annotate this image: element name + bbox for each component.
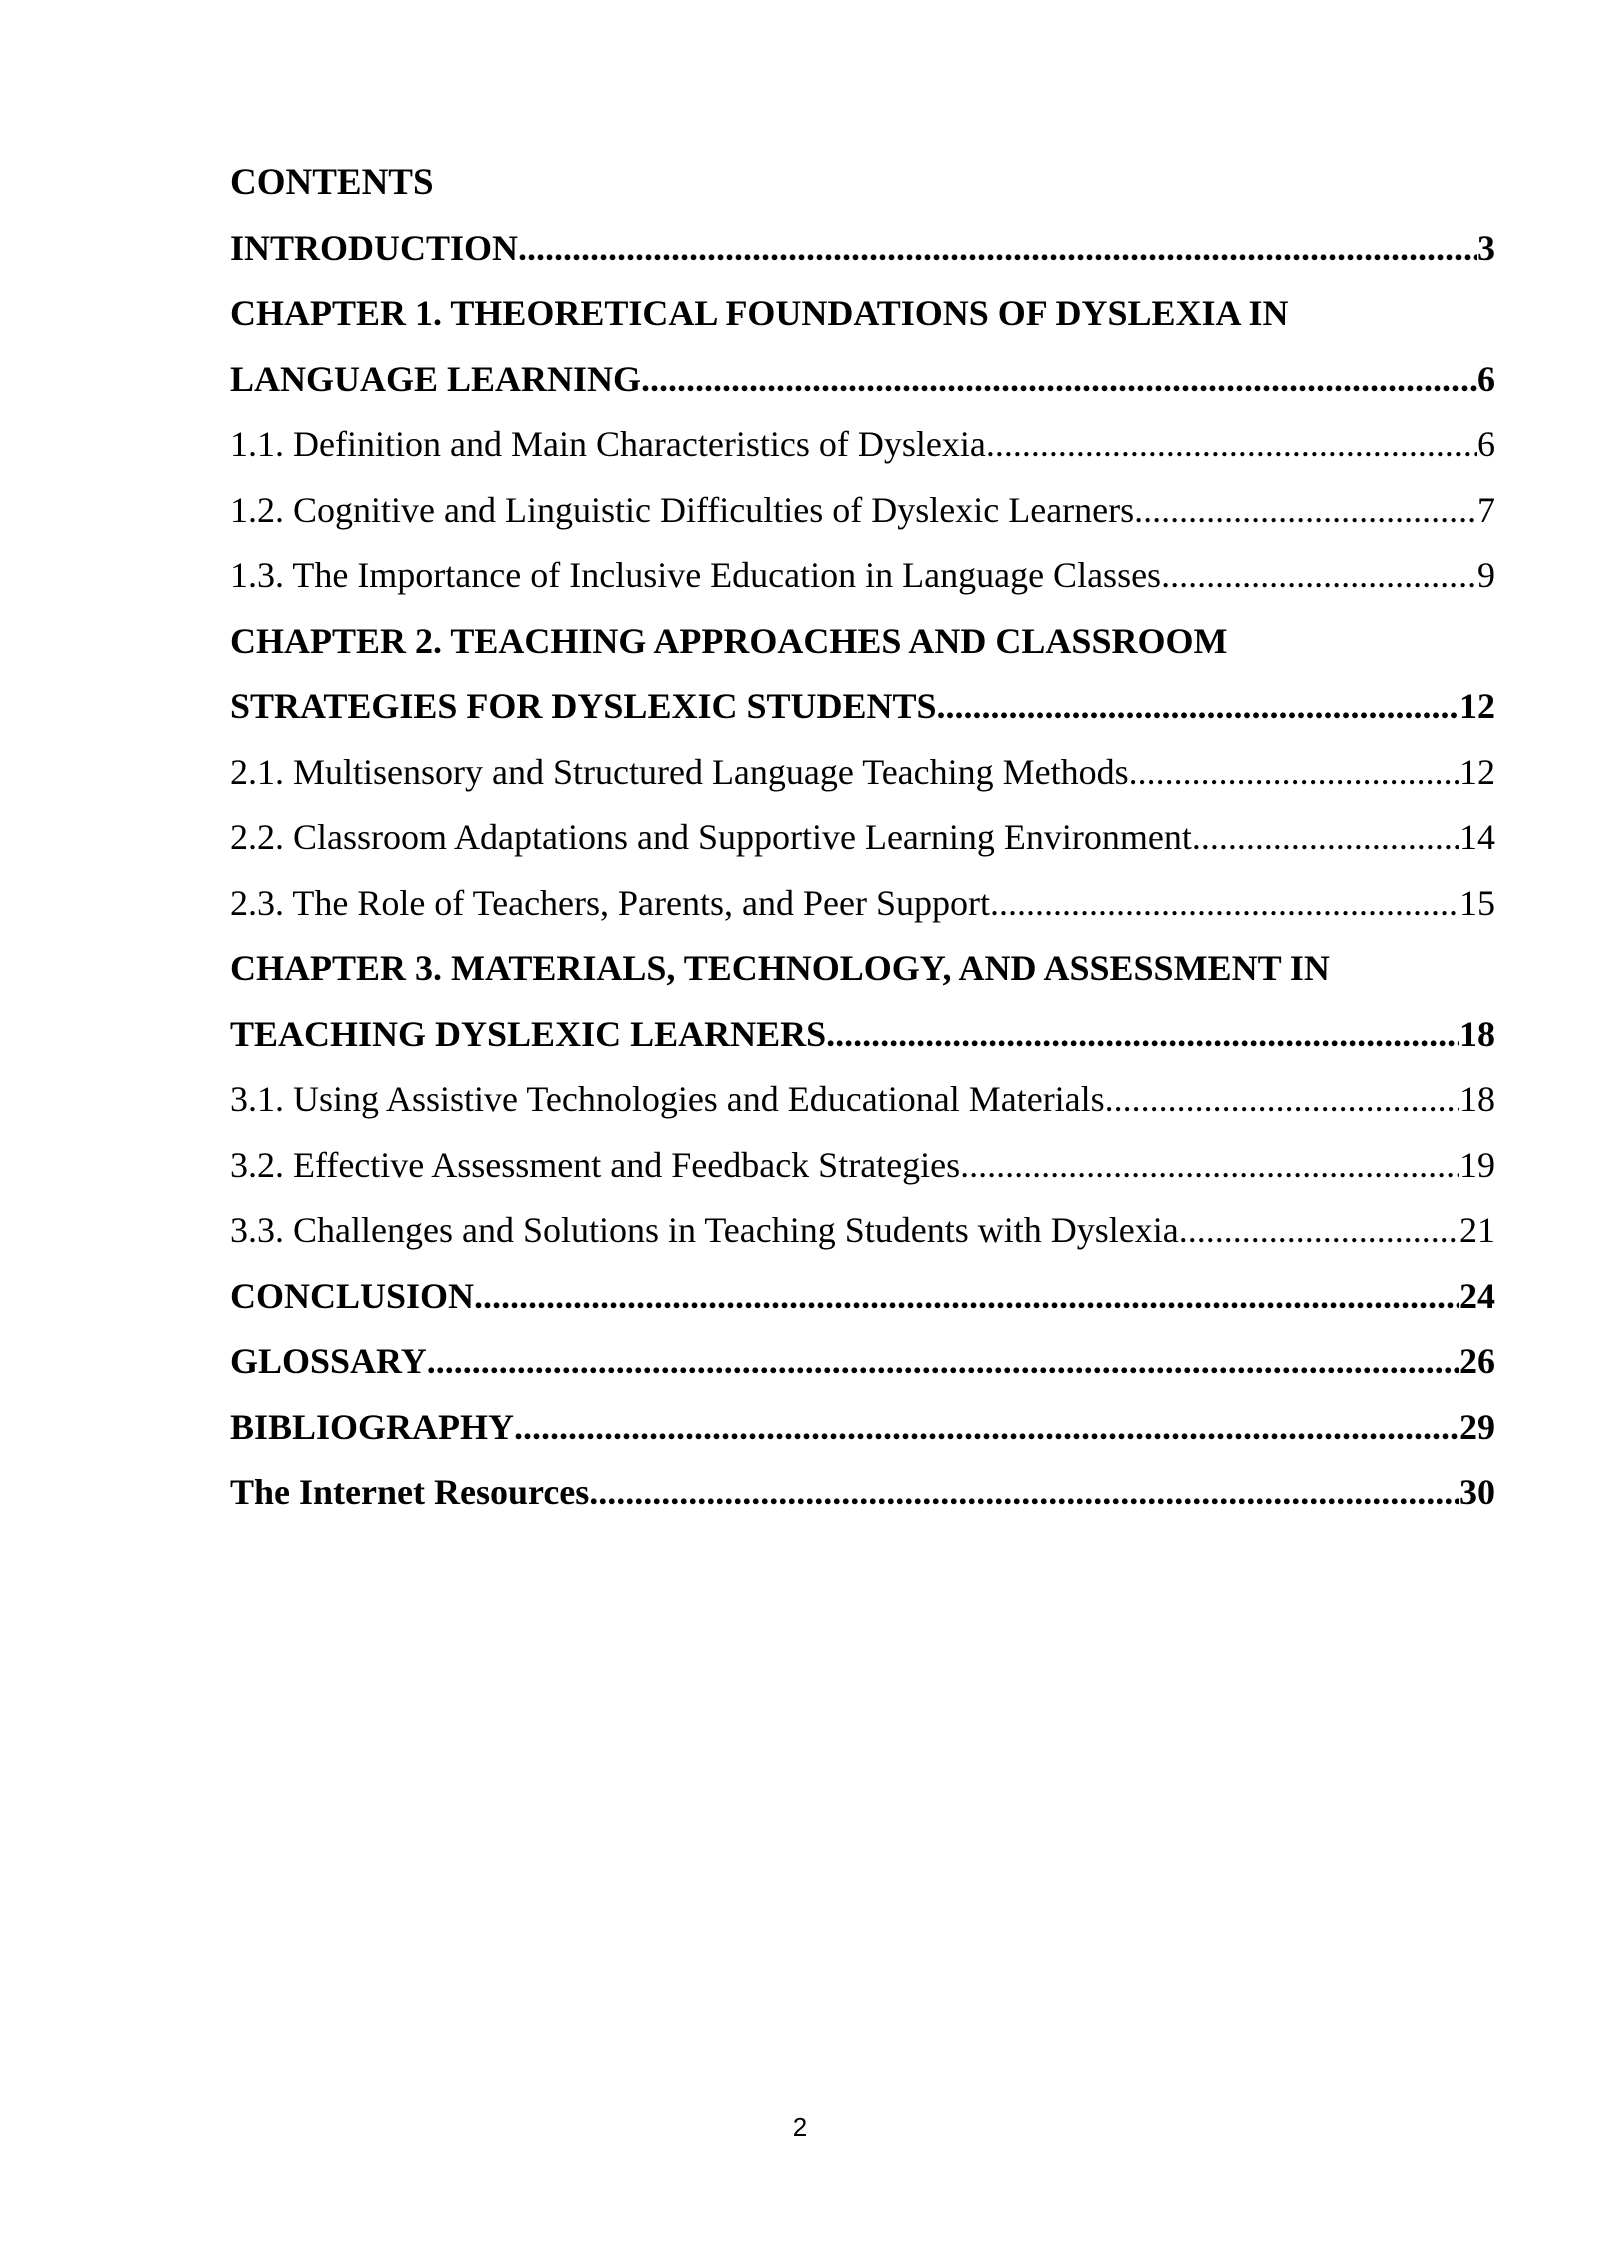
toc-entry xyxy=(230,1067,1495,1133)
toc-entry-line xyxy=(230,740,1495,806)
toc-entry-line xyxy=(230,1002,1495,1068)
toc-entry-title: LANGUAGE LEARNING xyxy=(230,358,642,399)
toc-leader-dots xyxy=(514,1395,1459,1461)
toc-leader-dots xyxy=(474,1264,1459,1330)
toc-entry-title: 3.2. Effective Assessment and Feedback Strategies xyxy=(230,1144,961,1185)
toc-entry xyxy=(230,281,1495,412)
toc-entry xyxy=(230,609,1495,740)
toc-entry-title: BIBLIOGRAPHY xyxy=(230,1406,515,1447)
contents-heading: CONTENTS xyxy=(230,162,434,203)
toc-entry xyxy=(230,1329,1495,1395)
toc-entry xyxy=(230,478,1495,544)
toc-entry xyxy=(230,543,1495,609)
toc-entry-title: GLOSSARY xyxy=(230,1341,427,1381)
toc-leader-dots xyxy=(641,347,1477,413)
toc-entry-title: TEACHING DYSLEXIC LEARNERS xyxy=(230,1013,827,1054)
toc-entry-line xyxy=(230,347,1495,413)
toc-entry xyxy=(230,1198,1495,1264)
toc-entry-title: INTRODUCTION xyxy=(230,227,519,268)
toc-leader-dots xyxy=(826,1002,1459,1068)
toc-page-number: 3 xyxy=(1477,227,1495,268)
toc-entry-line xyxy=(230,871,1495,937)
table-of-contents xyxy=(230,150,1495,1526)
toc-entry-line xyxy=(230,1329,1495,1395)
toc-entries xyxy=(230,216,1495,1526)
toc-entry-line xyxy=(230,1395,1495,1461)
toc-entry-line xyxy=(230,281,1495,347)
toc-leader-dots xyxy=(1179,1198,1459,1264)
toc-entry xyxy=(230,871,1495,937)
toc-entry-title: CONCLUSION xyxy=(230,1275,475,1316)
toc-entry xyxy=(230,936,1495,1067)
toc-leader-dots xyxy=(1105,1067,1459,1133)
toc-leader-dots xyxy=(937,674,1459,740)
toc-entry-line xyxy=(230,216,1495,282)
toc-page-number: 6 xyxy=(1477,424,1495,464)
toc-entry-line xyxy=(230,609,1495,675)
toc-leader-dots xyxy=(1161,543,1477,609)
toc-page-number: 19 xyxy=(1459,1144,1495,1185)
toc-page-number: 6 xyxy=(1477,358,1495,399)
toc-leader-dots xyxy=(990,871,1459,937)
toc-page-number: 30 xyxy=(1459,1472,1495,1512)
toc-page-number: 9 xyxy=(1477,555,1495,595)
toc-entry-title: CHAPTER 2. TEACHING APPROACHES AND CLASSROOM xyxy=(230,620,1228,661)
toc-entry-title: STRATEGIES FOR DYSLEXIC STUDENTS xyxy=(230,686,937,726)
toc-leader-dots xyxy=(1134,478,1477,544)
toc-leader-dots xyxy=(986,412,1477,478)
toc-entry xyxy=(230,740,1495,806)
toc-entry-title: 1.3. The Importance of Inclusive Education in Language Classes xyxy=(230,555,1162,595)
page-number: 2 xyxy=(792,2112,808,2142)
toc-page-number: 18 xyxy=(1459,1079,1495,1119)
toc-page-number: 12 xyxy=(1459,686,1495,726)
toc-entry xyxy=(230,1395,1495,1461)
toc-entry-line xyxy=(230,1264,1495,1330)
toc-entry xyxy=(230,412,1495,478)
toc-entry-title: 1.1. Definition and Main Characteristics of Dyslexia xyxy=(230,424,986,464)
toc-entry xyxy=(230,216,1495,282)
toc-leader-dots xyxy=(1129,740,1459,806)
toc-entry-title: 1.2. Cognitive and Linguistic Difficulties of Dyslexic Learners xyxy=(230,489,1135,530)
toc-leader-dots xyxy=(960,1133,1459,1199)
toc-page-number: 26 xyxy=(1459,1341,1495,1381)
toc-entry-title: CHAPTER 1. THEORETICAL FOUNDATIONS OF DYSLEXIA IN xyxy=(230,293,1289,333)
toc-entry-title: 2.1. Multisensory and Structured Language Teaching Methods xyxy=(230,751,1129,792)
toc-entry xyxy=(230,1264,1495,1330)
toc-entry-title: 3.3. Challenges and Solutions in Teaching Students with Dyslexia xyxy=(230,1210,1179,1250)
toc-page-number: 21 xyxy=(1459,1210,1495,1250)
toc-entry-line xyxy=(230,1067,1495,1133)
toc-page-number: 14 xyxy=(1459,817,1495,857)
toc-entry-title: 2.2. Classroom Adaptations and Supportive Learning Environment xyxy=(230,817,1192,857)
toc-page-number: 12 xyxy=(1459,751,1495,792)
toc-page-number: 24 xyxy=(1459,1275,1495,1316)
toc-entry-title: 2.3. The Role of Teachers, Parents, and Peer Support xyxy=(230,882,990,923)
toc-page-number: 18 xyxy=(1459,1013,1495,1054)
toc-leader-dots xyxy=(427,1329,1459,1395)
toc-entry-line xyxy=(230,805,1495,871)
toc-entry-line xyxy=(230,936,1495,1002)
toc-entry-line xyxy=(230,478,1495,544)
toc-entry xyxy=(230,805,1495,871)
toc-page-number: 15 xyxy=(1459,882,1495,923)
toc-leader-dots xyxy=(1192,805,1459,871)
toc-entry-line xyxy=(230,1460,1495,1526)
toc-entry xyxy=(230,1460,1495,1526)
toc-entry-line xyxy=(230,412,1495,478)
toc-entry-title: The Internet Resources xyxy=(230,1472,590,1512)
toc-entry-line xyxy=(230,674,1495,740)
toc-entry-line xyxy=(230,543,1495,609)
toc-leader-dots xyxy=(589,1460,1459,1526)
toc-leader-dots xyxy=(518,216,1477,282)
toc-entry-title: 3.1. Using Assistive Technologies and Educational Materials xyxy=(230,1079,1105,1119)
toc-entry xyxy=(230,1133,1495,1199)
toc-page-number: 29 xyxy=(1459,1406,1495,1447)
toc-page-number: 7 xyxy=(1477,489,1495,530)
toc-entry-title: CHAPTER 3. MATERIALS, TECHNOLOGY, AND ASSESSMENT IN xyxy=(230,948,1330,988)
toc-entry-line xyxy=(230,1198,1495,1264)
toc-entry-line xyxy=(230,1133,1495,1199)
